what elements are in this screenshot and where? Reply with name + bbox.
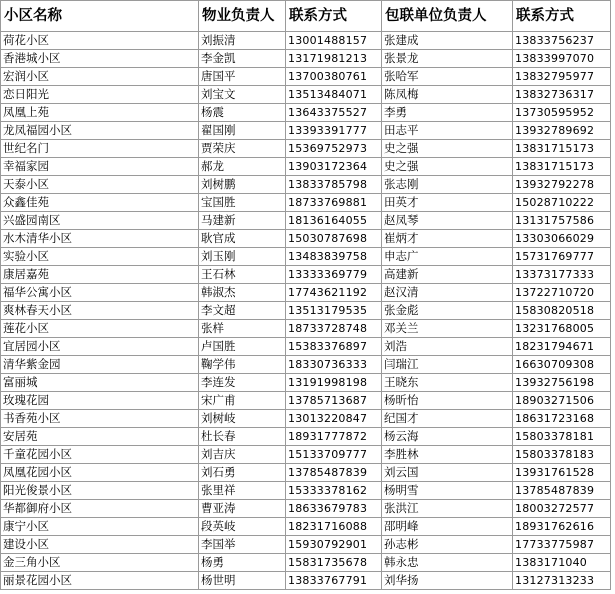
liaison-phone-cell: 18931762616: [513, 518, 611, 536]
community-name-cell: 康宁小区: [1, 518, 199, 536]
liaison-phone-cell: 15028710222: [513, 194, 611, 212]
liaison-manager-cell: 杨昕怡: [382, 392, 513, 410]
liaison-manager-cell: 杨明雪: [382, 482, 513, 500]
property-manager-cell: 刘振清: [199, 32, 286, 50]
table-row: [1, 392, 611, 410]
liaison-phone-cell: 13832736317: [513, 86, 611, 104]
table-row: [1, 248, 611, 266]
property-manager-cell: 杨世明: [199, 572, 286, 590]
phone-cell: 13785713687: [286, 392, 382, 410]
community-name-cell: 凤凰上苑: [1, 104, 199, 122]
phone-cell: 15930792901: [286, 536, 382, 554]
property-manager-cell: 刘吉庆: [199, 446, 286, 464]
property-manager-cell: 卢国胜: [199, 338, 286, 356]
community-name-cell: 阳光俊景小区: [1, 482, 199, 500]
liaison-manager-cell: 张志刚: [382, 176, 513, 194]
community-name-cell: 爽林春天小区: [1, 302, 199, 320]
phone-cell: 15383376897: [286, 338, 382, 356]
liaison-manager-cell: 邓关兰: [382, 320, 513, 338]
table-row: [1, 104, 611, 122]
liaison-phone-cell: 15731769777: [513, 248, 611, 266]
community-name-cell: 世纪名门: [1, 140, 199, 158]
table-row: [1, 50, 611, 68]
table-row: [1, 194, 611, 212]
table-row: [1, 176, 611, 194]
liaison-phone-cell: 13833756237: [513, 32, 611, 50]
table-row: [1, 86, 611, 104]
community-name-cell: 兴盛园南区: [1, 212, 199, 230]
phone-cell: 18733728748: [286, 320, 382, 338]
table-row: [1, 482, 611, 500]
property-manager-cell: 杜长春: [199, 428, 286, 446]
property-manager-cell: 刘树鹏: [199, 176, 286, 194]
liaison-manager-cell: 田英才: [382, 194, 513, 212]
liaison-manager-cell: 申志广: [382, 248, 513, 266]
table-row: [1, 572, 611, 590]
property-manager-cell: 贾荣庆: [199, 140, 286, 158]
liaison-manager-cell: 张建成: [382, 32, 513, 50]
liaison-manager-cell: 张哈军: [382, 68, 513, 86]
property-manager-cell: 郝龙: [199, 158, 286, 176]
property-manager-cell: 李连发: [199, 374, 286, 392]
liaison-phone-cell: 13127313233: [513, 572, 611, 590]
property-manager-cell: 马建新: [199, 212, 286, 230]
table-row: [1, 554, 611, 572]
table-row: [1, 302, 611, 320]
community-name-cell: 华都御府小区: [1, 500, 199, 518]
liaison-phone-cell: 17733775987: [513, 536, 611, 554]
property-manager-cell: 耿官成: [199, 230, 286, 248]
liaison-phone-cell: 15803378181: [513, 428, 611, 446]
liaison-manager-cell: 高建新: [382, 266, 513, 284]
liaison-manager-cell: 史之强: [382, 140, 513, 158]
phone-cell: 13903172364: [286, 158, 382, 176]
phone-cell: 13700380761: [286, 68, 382, 86]
table-row: [1, 68, 611, 86]
header-liaison-contact: 联系方式: [513, 1, 611, 32]
liaison-manager-cell: 李勇: [382, 104, 513, 122]
community-name-cell: 玫瑰花园: [1, 392, 199, 410]
property-manager-cell: 刘宝文: [199, 86, 286, 104]
liaison-phone-cell: 18003272577: [513, 500, 611, 518]
liaison-phone-cell: 13373177333: [513, 266, 611, 284]
liaison-manager-cell: 王晓东: [382, 374, 513, 392]
table-row: [1, 536, 611, 554]
liaison-phone-cell: 13833997070: [513, 50, 611, 68]
community-name-cell: 水木清华小区: [1, 230, 199, 248]
phone-cell: 15133709777: [286, 446, 382, 464]
liaison-phone-cell: 13303066029: [513, 230, 611, 248]
community-name-cell: 香港城小区: [1, 50, 199, 68]
property-manager-cell: 杨勇: [199, 554, 286, 572]
phone-cell: 13333369779: [286, 266, 382, 284]
table-row: [1, 446, 611, 464]
property-manager-cell: 段英岐: [199, 518, 286, 536]
liaison-manager-cell: 张洪江: [382, 500, 513, 518]
table-row: [1, 122, 611, 140]
community-name-cell: 恋日阳光: [1, 86, 199, 104]
community-name-cell: 丽景花园小区: [1, 572, 199, 590]
community-name-cell: 金三角小区: [1, 554, 199, 572]
liaison-manager-cell: 赵汉清: [382, 284, 513, 302]
phone-cell: 18136164055: [286, 212, 382, 230]
header-contact: 联系方式: [286, 1, 382, 32]
liaison-phone-cell: 13131757586: [513, 212, 611, 230]
phone-cell: 18231716088: [286, 518, 382, 536]
liaison-phone-cell: 13931761528: [513, 464, 611, 482]
liaison-manager-cell: 史之强: [382, 158, 513, 176]
header-community-name: 小区名称: [1, 1, 199, 32]
table-row: [1, 212, 611, 230]
table-row: [1, 230, 611, 248]
header-liaison-unit-manager: 包联单位负责人: [382, 1, 513, 32]
table-row: [1, 464, 611, 482]
liaison-phone-cell: 13831715173: [513, 140, 611, 158]
community-name-cell: 荷花小区: [1, 32, 199, 50]
table-row: [1, 158, 611, 176]
property-manager-cell: 杨震: [199, 104, 286, 122]
community-name-cell: 清华紫金园: [1, 356, 199, 374]
community-name-cell: 富丽城: [1, 374, 199, 392]
table-row: [1, 266, 611, 284]
liaison-manager-cell: 张金彪: [382, 302, 513, 320]
header-row: [1, 1, 611, 32]
phone-cell: 13833785798: [286, 176, 382, 194]
property-manager-cell: 唐国平: [199, 68, 286, 86]
property-manager-cell: 曹亚涛: [199, 500, 286, 518]
liaison-manager-cell: 李胜林: [382, 446, 513, 464]
liaison-phone-cell: 15803378183: [513, 446, 611, 464]
community-name-cell: 莲花小区: [1, 320, 199, 338]
phone-cell: 15369752973: [286, 140, 382, 158]
table-row: [1, 356, 611, 374]
community-name-cell: 幸福家园: [1, 158, 199, 176]
phone-cell: 13001488157: [286, 32, 382, 50]
liaison-phone-cell: 13730595952: [513, 104, 611, 122]
liaison-phone-cell: 1383171040: [513, 554, 611, 572]
community-name-cell: 千童花园小区: [1, 446, 199, 464]
phone-cell: 13483839758: [286, 248, 382, 266]
property-manager-cell: 李金凯: [199, 50, 286, 68]
liaison-manager-cell: 纪国才: [382, 410, 513, 428]
liaison-phone-cell: 13722710720: [513, 284, 611, 302]
phone-cell: 13191998198: [286, 374, 382, 392]
liaison-manager-cell: 邵明峰: [382, 518, 513, 536]
liaison-manager-cell: 赵凤琴: [382, 212, 513, 230]
liaison-phone-cell: 18631723168: [513, 410, 611, 428]
property-manager-cell: 张样: [199, 320, 286, 338]
table-row: [1, 410, 611, 428]
property-manager-cell: 刘玉刚: [199, 248, 286, 266]
table-row: [1, 338, 611, 356]
liaison-phone-cell: 18903271506: [513, 392, 611, 410]
table-body: [1, 32, 611, 590]
liaison-phone-cell: 13785487839: [513, 482, 611, 500]
liaison-phone-cell: 13932789692: [513, 122, 611, 140]
community-name-cell: 宏润小区: [1, 68, 199, 86]
property-manager-cell: 张里祥: [199, 482, 286, 500]
property-manager-cell: 韩淑杰: [199, 284, 286, 302]
community-name-cell: 建设小区: [1, 536, 199, 554]
property-manager-cell: 宋广甫: [199, 392, 286, 410]
phone-cell: 17743621192: [286, 284, 382, 302]
liaison-manager-cell: 孙志彬: [382, 536, 513, 554]
community-name-cell: 宜居园小区: [1, 338, 199, 356]
property-manager-cell: 王石林: [199, 266, 286, 284]
table-row: [1, 374, 611, 392]
liaison-manager-cell: 杨云海: [382, 428, 513, 446]
phone-cell: 18330736333: [286, 356, 382, 374]
table-row: [1, 518, 611, 536]
liaison-manager-cell: 刘云国: [382, 464, 513, 482]
header-property-manager: 物业负责人: [199, 1, 286, 32]
community-name-cell: 书香苑小区: [1, 410, 199, 428]
phone-cell: 15030787698: [286, 230, 382, 248]
community-name-cell: 凤凰花园小区: [1, 464, 199, 482]
phone-cell: 15333378162: [286, 482, 382, 500]
phone-cell: 18733769881: [286, 194, 382, 212]
phone-cell: 13013220847: [286, 410, 382, 428]
liaison-manager-cell: 张景龙: [382, 50, 513, 68]
table-row: [1, 140, 611, 158]
community-name-cell: 龙凤福园小区: [1, 122, 199, 140]
phone-cell: 13833767791: [286, 572, 382, 590]
table-row: [1, 320, 611, 338]
community-name-cell: 众鑫佳苑: [1, 194, 199, 212]
phone-cell: 13513484071: [286, 86, 382, 104]
liaison-manager-cell: 崔炳才: [382, 230, 513, 248]
liaison-phone-cell: 18231794671: [513, 338, 611, 356]
liaison-manager-cell: 韩永忠: [382, 554, 513, 572]
liaison-manager-cell: 田志平: [382, 122, 513, 140]
phone-cell: 13785487839: [286, 464, 382, 482]
phone-cell: 13171981213: [286, 50, 382, 68]
property-manager-cell: 刘树岐: [199, 410, 286, 428]
phone-cell: 15831735678: [286, 554, 382, 572]
liaison-phone-cell: 13932792278: [513, 176, 611, 194]
phone-cell: 18931777872: [286, 428, 382, 446]
property-manager-cell: 李文超: [199, 302, 286, 320]
phone-cell: 18633679783: [286, 500, 382, 518]
liaison-phone-cell: 15830820518: [513, 302, 611, 320]
table-row: [1, 428, 611, 446]
liaison-phone-cell: 13831715173: [513, 158, 611, 176]
community-name-cell: 实验小区: [1, 248, 199, 266]
community-name-cell: 康居嘉苑: [1, 266, 199, 284]
community-name-cell: 福华公寓小区: [1, 284, 199, 302]
liaison-phone-cell: 13231768005: [513, 320, 611, 338]
phone-cell: 13393391777: [286, 122, 382, 140]
table-row: [1, 500, 611, 518]
liaison-manager-cell: 刘浩: [382, 338, 513, 356]
phone-cell: 13513179535: [286, 302, 382, 320]
liaison-manager-cell: 陈凤梅: [382, 86, 513, 104]
phone-cell: 13643375527: [286, 104, 382, 122]
property-manager-cell: 翟国刚: [199, 122, 286, 140]
liaison-phone-cell: 13832795977: [513, 68, 611, 86]
property-manager-cell: 李国举: [199, 536, 286, 554]
community-name-cell: 安居苑: [1, 428, 199, 446]
property-manager-cell: 鞠学伟: [199, 356, 286, 374]
liaison-phone-cell: 16630709308: [513, 356, 611, 374]
liaison-manager-cell: 刘华扬: [382, 572, 513, 590]
liaison-phone-cell: 13932756198: [513, 374, 611, 392]
table-row: [1, 32, 611, 50]
table-row: [1, 284, 611, 302]
property-manager-cell: 宝国胜: [199, 194, 286, 212]
community-name-cell: 天泰小区: [1, 176, 199, 194]
liaison-manager-cell: 闫瑞江: [382, 356, 513, 374]
property-manager-cell: 刘石勇: [199, 464, 286, 482]
